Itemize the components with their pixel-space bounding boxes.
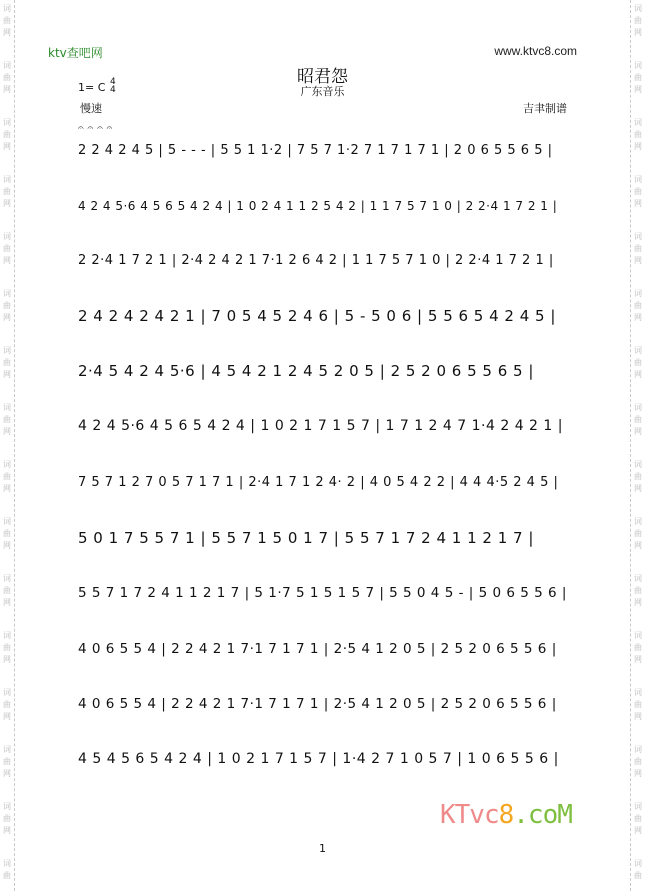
time-signature bbox=[110, 78, 116, 94]
watermark-char: 词 bbox=[634, 745, 642, 754]
watermark-char: 曲 bbox=[3, 643, 11, 652]
notation-line bbox=[78, 360, 568, 382]
watermark-char: 网 bbox=[3, 769, 11, 778]
notation-line bbox=[78, 638, 568, 660]
watermark-char: 曲 bbox=[634, 529, 642, 538]
watermark-char: 曲 bbox=[634, 472, 642, 481]
watermark-char: 网 bbox=[3, 199, 11, 208]
time-signature-bottom: 4 bbox=[110, 85, 116, 95]
watermark-char: 词 bbox=[634, 118, 642, 127]
watermark-char: 词 bbox=[3, 859, 11, 868]
watermark-char: 词 bbox=[3, 403, 11, 412]
watermark-char: 词 bbox=[3, 346, 11, 355]
ktvc8-logo[interactable] bbox=[440, 800, 590, 830]
watermark-char: 曲 bbox=[634, 244, 642, 253]
key-signature: 1= C bbox=[78, 81, 106, 94]
watermark-char: 网 bbox=[3, 712, 11, 721]
watermark-char: 词 bbox=[3, 118, 11, 127]
notation-line bbox=[78, 305, 568, 327]
watermark-char: 曲 bbox=[3, 358, 11, 367]
watermark-char: 曲 bbox=[3, 73, 11, 82]
watermark-char: 曲 bbox=[634, 187, 642, 196]
watermark-char: 曲 bbox=[3, 301, 11, 310]
watermark-char: 曲 bbox=[634, 871, 642, 880]
watermark-char: 词 bbox=[634, 688, 642, 697]
watermark-char: 曲 bbox=[3, 472, 11, 481]
watermark-char: 曲 bbox=[634, 130, 642, 139]
watermark-char: 网 bbox=[3, 541, 11, 550]
fermata-marks: 𝄐𝄐𝄐𝄐 bbox=[78, 123, 117, 134]
watermark-char: 曲 bbox=[3, 415, 11, 424]
watermark-char: 词 bbox=[634, 232, 642, 241]
watermark-char: 曲 bbox=[3, 586, 11, 595]
watermark-char: 曲 bbox=[3, 757, 11, 766]
watermark-char: 词 bbox=[3, 688, 11, 697]
page-number: 1 bbox=[319, 842, 326, 855]
watermark-char: 曲 bbox=[3, 244, 11, 253]
watermark-char: 词 bbox=[634, 859, 642, 868]
arranger-credit: 吉聿制谱 bbox=[523, 102, 567, 115]
watermark-char: 网 bbox=[634, 655, 642, 664]
notation-line-text: 2 2·4 1 7 2 1 | 2·4 2 4 2 1 7·1 2 6 4 2 | 1 1 7 5 7 1 0 | 2 2·4 1 7 2 1 | bbox=[78, 253, 554, 268]
notation-line bbox=[78, 140, 568, 162]
notation-line-text: 2 4 2 4 2 4 2 1 | 7 0 5 4 5 2 4 6 | 5 - 5 0 6 | 5 5 6 5 4 2 4 5 | bbox=[78, 307, 556, 325]
watermark-char: 曲 bbox=[634, 73, 642, 82]
song-subtitle: 广东音乐 bbox=[300, 85, 345, 98]
watermark-char: 网 bbox=[634, 484, 642, 493]
notation-line bbox=[78, 472, 568, 494]
logo-com: .coM bbox=[513, 800, 572, 830]
watermark-char: 网 bbox=[3, 85, 11, 94]
watermark-char: 词 bbox=[3, 802, 11, 811]
watermark-char: 网 bbox=[634, 769, 642, 778]
watermark-char: 曲 bbox=[3, 16, 11, 25]
watermark-char: 词 bbox=[3, 745, 11, 754]
watermark-char: 网 bbox=[634, 85, 642, 94]
notation-line-text: 7 5 7 1 2 7 0 5 7 1 7 1 | 2·4 1 7 1 2 4· 2 | 4 0 5 4 2 2 | 4 4 4·5 2 4 5 | bbox=[78, 475, 559, 490]
notation-line-text: 5 5 7 1 7 2 4 1 1 2 1 7 | 5 1·7 5 1 5 1 5 7 | 5 5 0 4 5 - | 5 0 6 5 5 6 | bbox=[78, 585, 567, 601]
watermark-char: 网 bbox=[634, 541, 642, 550]
watermark-char: 曲 bbox=[3, 130, 11, 139]
watermark-char: 网 bbox=[3, 484, 11, 493]
watermark-char: 网 bbox=[3, 598, 11, 607]
watermark-char: 曲 bbox=[634, 814, 642, 823]
notation-line bbox=[78, 748, 568, 770]
watermark-char: 网 bbox=[634, 313, 642, 322]
watermark-char: 词 bbox=[634, 61, 642, 70]
watermark-char: 曲 bbox=[634, 700, 642, 709]
watermark-char: 曲 bbox=[634, 16, 642, 25]
watermark-char: 曲 bbox=[634, 415, 642, 424]
notation-line-text: 4 2 4 5·6 4 5 6 5 4 2 4 | 1 0 2 4 1 1 2 5 4 2 | 1 1 7 5 7 1 0 | 2 2·4 1 7 2 1 | bbox=[78, 199, 558, 213]
notation-line-text: 4 0 6 5 5 4 | 2 2 4 2 1 7·1 7 1 7 1 | 2·5 4 1 2 0 5 | 2 5 2 0 6 5 5 6 | bbox=[78, 696, 557, 712]
watermark-char: 词 bbox=[3, 574, 11, 583]
watermark-char: 词 bbox=[634, 574, 642, 583]
watermark-char: 网 bbox=[634, 427, 642, 436]
notation-line bbox=[78, 582, 568, 604]
site-url-right[interactable]: www.ktvc8.com bbox=[494, 44, 577, 58]
notation-line-text: 5 0 1 7 5 5 7 1 | 5 5 7 1 5 0 1 7 | 5 5 7 1 7 2 4 1 1 2 1 7 | bbox=[78, 529, 534, 547]
watermark-char: 网 bbox=[634, 598, 642, 607]
watermark-char: 曲 bbox=[634, 301, 642, 310]
notation-line bbox=[78, 250, 568, 272]
watermark-char: 曲 bbox=[634, 586, 642, 595]
watermark-char: 网 bbox=[3, 256, 11, 265]
watermark-char: 网 bbox=[3, 826, 11, 835]
site-name-left[interactable]: ktv查吧网 bbox=[48, 46, 103, 60]
logo-ktv: KTvc bbox=[440, 800, 499, 830]
watermark-char: 网 bbox=[634, 199, 642, 208]
notation-line bbox=[78, 195, 568, 217]
watermark-char: 曲 bbox=[634, 643, 642, 652]
notation-line-text: 2 2 4 2 4 5 | 5 - - - | 5 5 1 1·2 | 7 5 7 1·2 7 1 7 1 7 1 | 2 0 6 5 5 6 5 | bbox=[78, 143, 553, 158]
watermark-char: 词 bbox=[3, 517, 11, 526]
watermark-char: 网 bbox=[3, 655, 11, 664]
notation-line bbox=[78, 415, 568, 437]
watermark-char: 网 bbox=[634, 370, 642, 379]
watermark-char: 词 bbox=[634, 631, 642, 640]
watermark-char: 词 bbox=[634, 4, 642, 13]
watermark-char: 网 bbox=[634, 142, 642, 151]
notation-line-text: 4 5 4 5 6 5 4 2 4 | 1 0 2 1 7 1 5 7 | 1·4 2 7 1 0 5 7 | 1 0 6 5 5 6 | bbox=[78, 751, 559, 767]
watermark-char: 词 bbox=[3, 232, 11, 241]
watermark-char: 词 bbox=[3, 631, 11, 640]
notation-line bbox=[78, 693, 568, 715]
notation-line-text: 4 0 6 5 5 4 | 2 2 4 2 1 7·1 7 1 7 1 | 2·5 4 1 2 0 5 | 2 5 2 0 6 5 5 6 | bbox=[78, 641, 557, 657]
watermark-char: 网 bbox=[634, 28, 642, 37]
watermark-char: 网 bbox=[3, 142, 11, 151]
logo-text bbox=[440, 800, 572, 830]
watermark-char: 网 bbox=[3, 313, 11, 322]
watermark-char: 曲 bbox=[3, 814, 11, 823]
watermark-char: 词 bbox=[634, 403, 642, 412]
watermark-char: 网 bbox=[634, 256, 642, 265]
watermark-char: 词 bbox=[634, 346, 642, 355]
watermark-char: 曲 bbox=[634, 757, 642, 766]
left-watermark-column bbox=[0, 0, 15, 891]
watermark-char: 词 bbox=[3, 460, 11, 469]
watermark-char: 曲 bbox=[634, 358, 642, 367]
watermark-char: 词 bbox=[3, 175, 11, 184]
watermark-char: 网 bbox=[3, 370, 11, 379]
watermark-char: 曲 bbox=[3, 700, 11, 709]
time-signature-top: 4 bbox=[110, 77, 116, 87]
watermark-char: 词 bbox=[3, 61, 11, 70]
watermark-char: 曲 bbox=[3, 187, 11, 196]
notation-line-text: 2·4 5 4 2 4 5·6 | 4 5 4 2 1 2 4 5 2 0 5 | 2 5 2 0 6 5 5 6 5 | bbox=[78, 362, 534, 380]
watermark-char: 网 bbox=[3, 28, 11, 37]
watermark-char: 网 bbox=[3, 427, 11, 436]
song-title: 昭君怨 bbox=[297, 67, 348, 87]
watermark-char: 词 bbox=[634, 289, 642, 298]
watermark-char: 词 bbox=[634, 517, 642, 526]
watermark-char: 网 bbox=[634, 826, 642, 835]
notation-line bbox=[78, 527, 568, 549]
watermark-char: 曲 bbox=[3, 529, 11, 538]
watermark-char: 词 bbox=[634, 175, 642, 184]
watermark-char: 词 bbox=[634, 460, 642, 469]
logo-8: 8 bbox=[498, 800, 514, 830]
watermark-char: 曲 bbox=[3, 871, 11, 880]
right-watermark-column bbox=[630, 0, 645, 891]
watermark-char: 词 bbox=[3, 289, 11, 298]
watermark-char: 词 bbox=[3, 4, 11, 13]
notation-line-text: 4 2 4 5·6 4 5 6 5 4 2 4 | 1 0 2 1 7 1 5 7 | 1 7 1 2 4 7 1·4 2 4 2 1 | bbox=[78, 418, 563, 434]
tempo-marking: 慢速 bbox=[80, 102, 102, 115]
watermark-char: 词 bbox=[634, 802, 642, 811]
watermark-char: 网 bbox=[634, 712, 642, 721]
